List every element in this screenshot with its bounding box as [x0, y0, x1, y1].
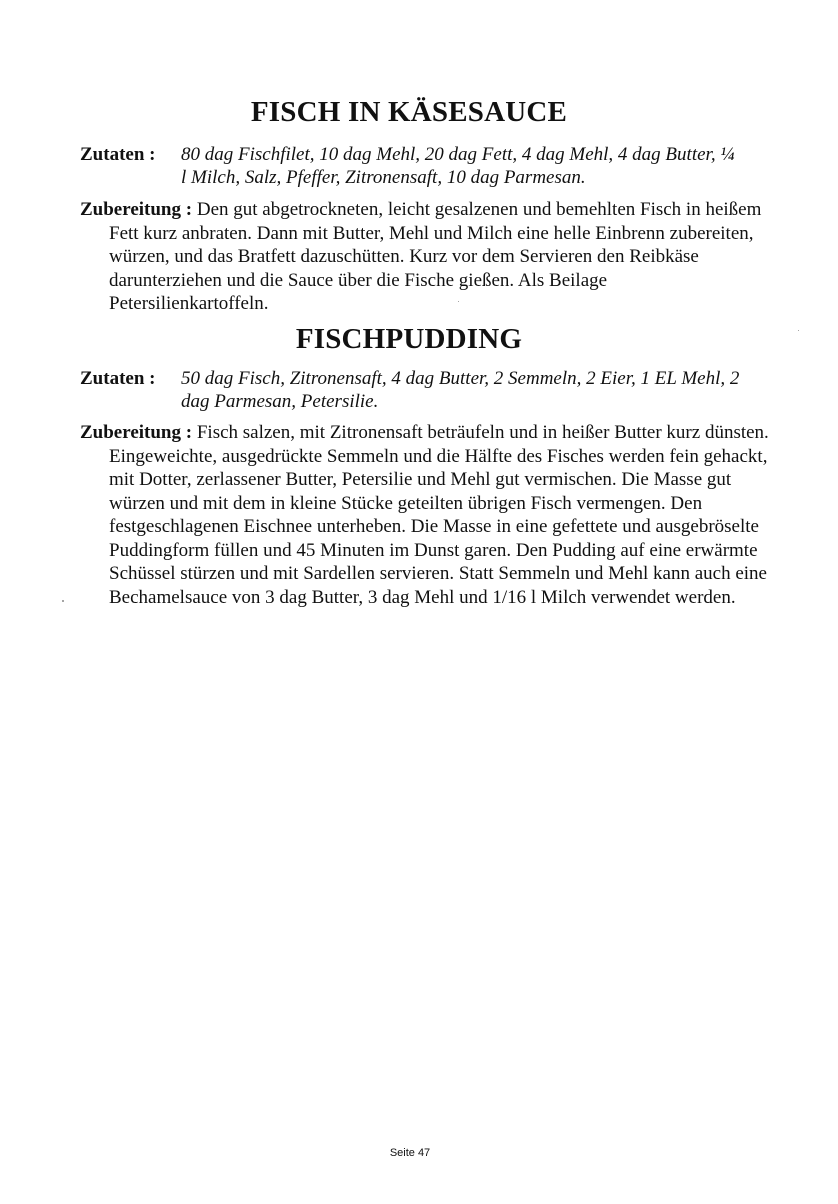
ingredients-label: Zutaten :	[80, 144, 156, 165]
ingredients-section-2	[80, 367, 740, 413]
scan-speck	[798, 330, 799, 331]
scan-speck	[62, 600, 64, 602]
ingredients-section-1	[80, 143, 740, 189]
preparation-label: Zubereitung :	[80, 199, 193, 220]
recipe-title-fisch-in-kaesesauce: FISCH IN KÄSESAUCE	[250, 96, 568, 128]
ingredients-label: Zutaten :	[80, 368, 156, 389]
preparation-text: Fisch salzen, mit Zitronensaft beträufeln und in heißer Butter kurz dünsten. Eingeweichte, ausgedrückte Semmeln und die Hälfte des Fisches werden fein gehackt, mit Dotter, zerlassener Butter, Petersilie und Mehl gut vermischen. Die Masse gut würzen und mit dem in kleine Stücke geteilten übrigen Fisch vermengen. Den festgeschlagenen Eischnee unterheben. Die Masse in eine gefettete und ausgebröselte Puddingform füllen und 45 Minuten im Dunst garen. Den Pudding auf eine erwärmte Schüssel stürzen und mit Sardellen servieren. Statt Semmeln und Mehl kann auch eine Bechamelsauce von 3 dag Butter, 3 dag Mehl und 1/16 l Milch verwendet werden.	[109, 422, 769, 608]
ingredients-text: 80 dag Fischfilet, 10 dag Mehl, 20 dag Fett, 4 dag Mehl, 4 dag Butter, ¼ l Milch, Salz, Pfeffer, Zitronensaft, 10 dag Parmesan.	[181, 144, 735, 188]
preparation-text: Den gut abgetrockneten, leicht gesalzenen und bemehlten Fisch in heißem Fett kurz anbraten. Dann mit Butter, Mehl und Milch eine helle Einbrenn zubereiten, würzen, und das Bratfett dazuschütten. Kurz vor dem Servieren den Reibkäse darunterziehen und die Sauce über die Fische gießen. Als Beilage Petersilienkartoffeln.	[109, 199, 762, 314]
page-number: Seite 47	[389, 1147, 431, 1159]
preparation-label: Zubereitung :	[80, 422, 193, 443]
scan-speck	[458, 301, 459, 302]
ingredients-text: 50 dag Fisch, Zitronensaft, 4 dag Butter, 2 Semmeln, 2 Eier, 1 EL Mehl, 2 dag Parmesan, Petersilie.	[181, 368, 740, 412]
recipe-title-fischpudding: FISCHPUDDING	[295, 323, 523, 355]
preparation-section-2	[80, 421, 769, 609]
preparation-section-1	[80, 198, 769, 316]
